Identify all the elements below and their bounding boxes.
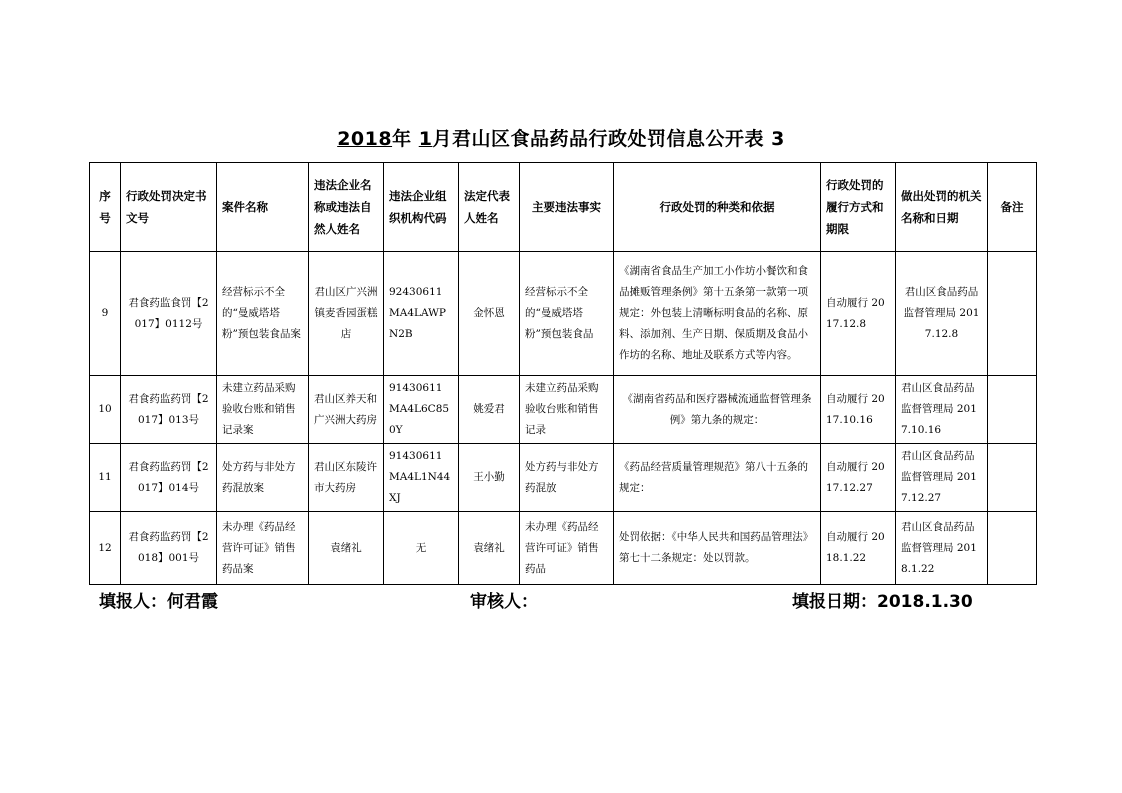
cell-entity: 君山区东陵许市大药房 — [309, 444, 384, 512]
cell-exec: 自动履行 2017.10.16 — [821, 376, 896, 444]
footer-filler: 填报人：何君霞 — [99, 592, 218, 612]
cell-rep: 袁绪礼 — [459, 512, 520, 585]
cell-doc: 君食药监食罚【2017】0112号 — [121, 252, 217, 376]
col-header-entity: 违法企业名称或违法自然人姓名 — [309, 163, 384, 252]
cell-basis: 《湖南省药品和医疗器械流通监督管理条例》第九条的规定： — [614, 376, 821, 444]
cell-org: 君山区食品药品监督管理局 2017.10.16 — [896, 376, 988, 444]
title-month: 1 — [418, 128, 433, 150]
cell-no: 11 — [90, 444, 121, 512]
cell-no: 10 — [90, 376, 121, 444]
col-header-rep: 法定代表人姓名 — [459, 163, 520, 252]
cell-org: 君山区食品药品监督管理局 2018.1.22 — [896, 512, 988, 585]
page-title — [0, 124, 1122, 151]
title-year: 2018 — [337, 128, 393, 150]
table-header-row — [90, 163, 1037, 252]
cell-rep: 金怀恩 — [459, 252, 520, 376]
cell-no: 9 — [90, 252, 121, 376]
cell-entity: 君山区广兴洲镇麦香园蛋糕店 — [309, 252, 384, 376]
footer-date: 填报日期：2018.1.30 — [792, 592, 973, 612]
cell-note — [988, 512, 1037, 585]
cell-basis: 处罚依据：《中华人民共和国药品管理法》第七十二条规定：处以罚款。 — [614, 512, 821, 585]
cell-no: 12 — [90, 512, 121, 585]
cell-exec: 自动履行 2017.12.8 — [821, 252, 896, 376]
col-header-case: 案件名称 — [217, 163, 309, 252]
col-header-exec: 行政处罚的履行方式和期限 — [821, 163, 896, 252]
footer-reviewer: 审核人： — [470, 592, 538, 612]
cell-basis: 《药品经营质量管理规范》第八十五条的规定： — [614, 444, 821, 512]
cell-entity: 袁绪礼 — [309, 512, 384, 585]
title-year-suffix: 年 — [392, 128, 412, 150]
cell-code: 91430611MA4L6C850Y — [384, 376, 459, 444]
cell-facts: 未建立药品采购验收台账和销售记录 — [520, 376, 614, 444]
cell-facts: 处方药与非处方药混放 — [520, 444, 614, 512]
col-header-facts: 主要违法事实 — [520, 163, 614, 252]
cell-doc: 君食药监药罚【2018】001号 — [121, 512, 217, 585]
cell-note — [988, 376, 1037, 444]
cell-case: 经营标示不全的“曼威塔塔粉”预包装食品案 — [217, 252, 309, 376]
cell-case: 未办理《药品经营许可证》销售药品案 — [217, 512, 309, 585]
cell-basis: 《湖南省食品生产加工小作坊小餐饮和食品摊贩管理条例》第十五条第一款第一项规定：外包装上清晰标明食品的名称、原料、添加剂、生产日期、保质期及食品小作坊的名称、地址及联系方式等内容。 — [614, 252, 821, 376]
cell-facts: 未办理《药品经营许可证》销售药品 — [520, 512, 614, 585]
cell-rep: 王小勤 — [459, 444, 520, 512]
col-header-doc: 行政处罚决定书文号 — [121, 163, 217, 252]
cell-note — [988, 252, 1037, 376]
cell-doc: 君食药监药罚【2017】013号 — [121, 376, 217, 444]
cell-entity: 君山区养天和广兴洲大药房 — [309, 376, 384, 444]
table-row — [90, 444, 1037, 512]
cell-org: 君山区食品药品监督管理局 2017.12.8 — [896, 252, 988, 376]
penalty-table — [89, 162, 1037, 585]
cell-doc: 君食药监药罚【2017】014号 — [121, 444, 217, 512]
cell-exec: 自动履行 2017.12.27 — [821, 444, 896, 512]
table-row — [90, 376, 1037, 444]
col-header-note: 备注 — [988, 163, 1037, 252]
title-rest: 月君山区食品药品行政处罚信息公开表 3 — [432, 128, 785, 150]
cell-case: 处方药与非处方药混放案 — [217, 444, 309, 512]
cell-org: 君山区食品药品监督管理局 2017.12.27 — [896, 444, 988, 512]
cell-rep: 姚爱君 — [459, 376, 520, 444]
col-header-basis: 行政处罚的种类和依据 — [614, 163, 821, 252]
cell-note — [988, 444, 1037, 512]
cell-code: 无 — [384, 512, 459, 585]
col-header-no: 序号 — [90, 163, 121, 252]
cell-exec: 自动履行 2018.1.22 — [821, 512, 896, 585]
table-row — [90, 512, 1037, 585]
cell-facts: 经营标示不全的“曼威塔塔粉”预包装食品 — [520, 252, 614, 376]
cell-code: 91430611MA4L1N44XJ — [384, 444, 459, 512]
cell-case: 未建立药品采购验收台账和销售记录案 — [217, 376, 309, 444]
table-row — [90, 252, 1037, 376]
cell-code: 92430611MA4LAWPN2B — [384, 252, 459, 376]
col-header-org: 做出处罚的机关名称和日期 — [896, 163, 988, 252]
col-header-code: 违法企业组织机构代码 — [384, 163, 459, 252]
